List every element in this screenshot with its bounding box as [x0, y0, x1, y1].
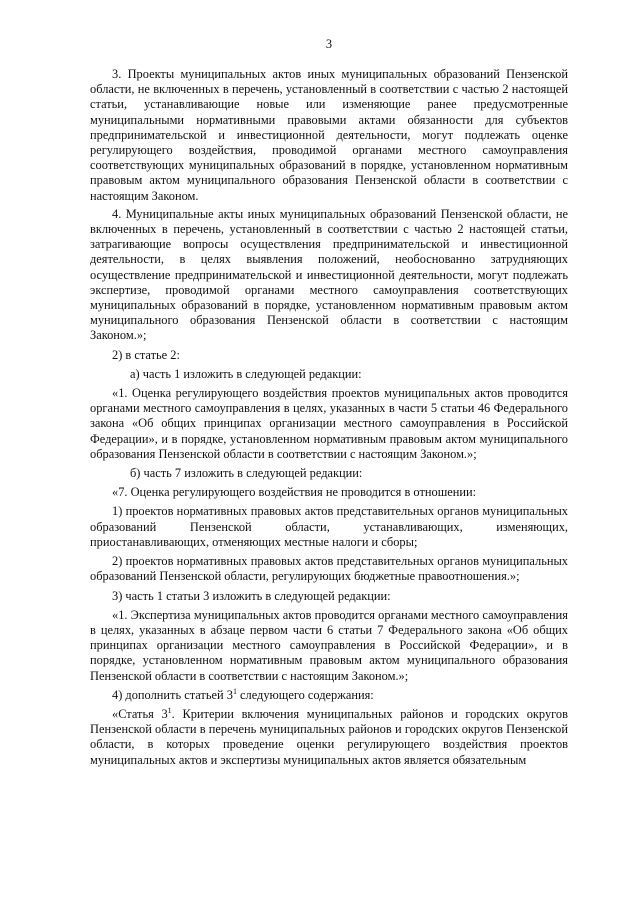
item-2-heading: 2) в статье 2:: [112, 347, 180, 362]
item-3-heading: 3) часть 1 статьи 3 изложить в следующей редакции:: [112, 588, 391, 603]
subitem-a-heading: а) часть 1 изложить в следующей редакции:: [130, 366, 362, 381]
list-item-1: 1) проектов нормативных правовых актов представительных органов муниципальных образований Пензенской области, устанавливающих, изменяющих, приостанавливающих, отменяющих местные налоги и сборы;: [90, 504, 568, 549]
article-text-start: «Статья 3: [112, 706, 168, 721]
item-4-text-end: следующего содержания:: [236, 687, 374, 702]
paragraph-part-7-intro: «7. Оценка регулирующего воздействия не проводится в отношении:: [112, 485, 477, 500]
item-4-superscript: 1: [232, 686, 237, 696]
article-text-end: . Критерии включения муниципальных районов и городских округов Пензенской области в перечень муниципальных районов и городских округов Пензенской области, в которых проведение оценки регулирующего воздействия проектов муниципальных актов и экспертизы муниципальных актов является обязательным: [90, 706, 568, 767]
article-3-1-heading: [90, 707, 568, 768]
paragraph-expertise: «1. Экспертиза муниципальных актов проводится органами местного самоуправления в целях, указанных в абзаце первом части 6 статьи 7 Федерального закона «Об общих принципах организации местного самоуправления в Российской Федерации», и в порядке, установленном нормативным правовым актом муниципального образования Пензенской области в соответствии с настоящим Законом.»;: [90, 607, 568, 683]
list-item-2: 2) проектов нормативных правовых актов представительных органов муниципальных образований Пензенской области, регулирующих бюджетные правоотношения.»;: [90, 554, 568, 584]
page-number: 3: [325, 37, 333, 51]
item-4-text-start: 4) дополнить статьей 3: [112, 687, 233, 702]
paragraph-part-1-new-text: «1. Оценка регулирующего воздействия проектов муниципальных актов проводится органами местного самоуправления в целях, указанных в части 5 статьи 46 Федерального закона «Об общих принципах организации местного самоуправления в Российской Федерации», и в порядке, установленном нормативным правовым актом муниципального образования Пензенской области в соответствии с настоящим Законом.»;: [90, 386, 568, 461]
paragraph-part-4: 4. Муниципальные акты иных муниципальных образований Пензенской области, не включенных в перечень, установленный в соответствии с частью 2 настоящей статьи, затрагивающие вопросы осуществления предпринимательской и инвестиционной деятельности, в целях выявления положений, необоснованно затрудняющих осуществление предпринимательской и инвестиционной деятельности, могут подлежать экспертизе, проводимой органами местного самоуправления соответствующих муниципальных образований в порядке, установленном нормативным правовым актом муниципального образования Пензенской области в соответствии с настоящим Законом.»;: [90, 206, 568, 343]
document-body: [90, 67, 568, 772]
item-4-heading: [90, 688, 568, 703]
article-superscript: 1: [167, 705, 172, 715]
subitem-b-heading: б) часть 7 изложить в следующей редакции:: [130, 466, 363, 481]
paragraph-part-3: 3. Проекты муниципальных актов иных муниципальных образований Пензенской области, не включенных в перечень, установленный в соответствии с частью 2 настоящей статьи, устанавливающие новые или изменяющие ранее предусмотренные муниципальными нормативными правовыми актами обязанности для субъектов предпринимательской и инвестиционной деятельности, могут подлежать оценке регулирующего воздействия, проводимой органами местного самоуправления соответствующих муниципальных образований в порядке, установленном нормативным правовым актом муниципального образования Пензенской области в соответствии с настоящим Законом.: [90, 67, 568, 203]
